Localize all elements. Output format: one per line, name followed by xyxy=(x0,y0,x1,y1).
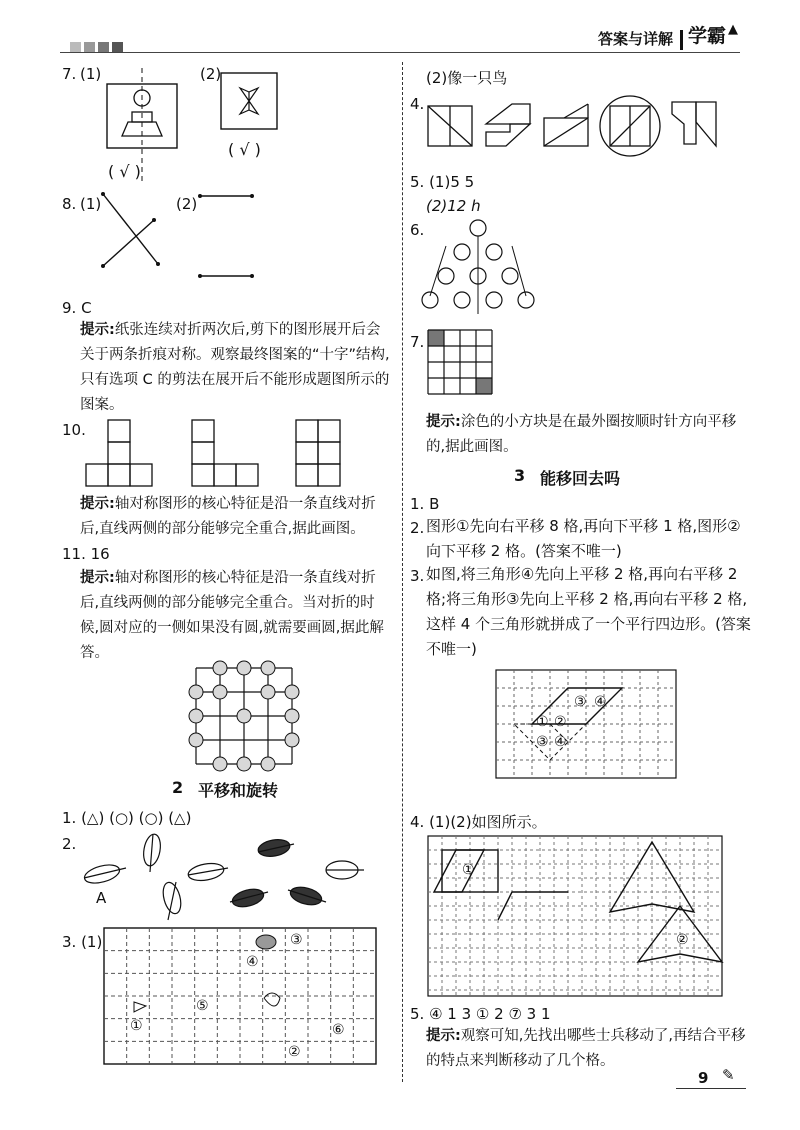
s2-q3-mark-1: ① xyxy=(130,1018,143,1034)
s2-q3-mark-3: ③ xyxy=(290,932,303,948)
s3-q3-mark-b: ② xyxy=(554,714,567,730)
header-brand-right: 学霸 xyxy=(688,25,727,47)
q11-num: 11. 16 xyxy=(62,545,110,563)
q11-hint xyxy=(80,566,392,666)
r-q6-figure xyxy=(420,216,530,316)
q7-num: 7. xyxy=(62,65,77,83)
q9-hint-text: 纸张连续对折两次后,剪下的图形展开后会关于两条折痕对称。观察最终图案的“十字”结构,只有选项 C 的剪法在展开后不能形成题图所示的图案。 xyxy=(80,322,390,413)
s2-q2-num: 2. xyxy=(62,835,77,853)
s3-q3-mark-d: ④ xyxy=(594,694,607,710)
s2-q3-mark-5: ⑤ xyxy=(196,998,209,1014)
r-q5-line1: 5. (1)5 5 xyxy=(410,173,475,191)
r-q2b: (2)像一只鸟 xyxy=(426,69,508,87)
s2-q3-num: 3. (1) xyxy=(62,933,103,951)
s2-q3-mark-4: ④ xyxy=(246,954,259,970)
s3-q3-mark-a: ① xyxy=(536,714,549,730)
q7-answer2: ( √ ) xyxy=(228,140,261,159)
r-q4-num: 4. xyxy=(410,95,425,113)
s3-q5-hint-text: 观察可知,先找出哪些士兵移动了,再结合平移的特点来判断移动了几个格。 xyxy=(426,1028,746,1069)
header-squares xyxy=(70,38,126,57)
s3-q3-text: 如图,将三角形④先向上平移 2 格,再向右平移 2 格;将三角形③先向上平移 2 格,再向右平移 2 格,这样 4 个三角形就拼成了一个平行四边形。(答案不唯一) xyxy=(426,565,751,658)
r-q7-hint-text: 涂色的小方块是在最外圈按顺时针方向平移的,据此画图。 xyxy=(426,414,737,455)
section3-number: 3 xyxy=(514,466,526,485)
s3-q4-mark-1: ① xyxy=(462,862,475,878)
page-number: 9 xyxy=(698,1069,709,1087)
q10-num: 10. xyxy=(62,421,86,439)
q8-part2: (2) xyxy=(176,195,198,213)
s3-q5-hint-label: 提示: xyxy=(426,1028,461,1044)
s2-q2-leaves xyxy=(80,832,380,932)
q10-hint-label: 提示: xyxy=(80,496,115,512)
s3-q4: 4. (1)(2)如图所示。 xyxy=(410,813,547,831)
q9-num: 9. C xyxy=(62,299,92,317)
r-q5-line2: (2)12 h xyxy=(426,197,481,215)
pencil-icon: ✎ xyxy=(722,1066,735,1084)
q8-part1: (1) xyxy=(80,195,102,213)
s3-q3-mark-c: ③ xyxy=(574,694,587,710)
q10-figures xyxy=(86,418,376,488)
s3-q2-num: 2. xyxy=(410,519,425,537)
s3-q3-mark-f: ④ xyxy=(554,734,567,750)
section2-title: 平移和旋转 xyxy=(198,781,279,800)
footer-rule xyxy=(676,1088,746,1089)
q7-figure2 xyxy=(220,72,280,132)
q9-hint xyxy=(80,318,392,418)
section2-number: 2 xyxy=(172,778,184,797)
q7-part2: (2) xyxy=(200,65,222,83)
s3-q3-mark-e: ③ xyxy=(536,734,549,750)
q9-hint-label: 提示: xyxy=(80,322,115,338)
r-q7-hint-label: 提示: xyxy=(426,414,461,430)
r-q7-num: 7. xyxy=(410,333,425,351)
section3-title: 能移回去吗 xyxy=(540,469,621,488)
s2-q3-grid xyxy=(104,928,376,1064)
s2-q1: 1. (△) (○) (○) (△) xyxy=(62,809,192,827)
q11-hint-label: 提示: xyxy=(80,570,115,586)
q10-hint xyxy=(80,492,392,542)
r-q7-grid xyxy=(428,330,498,400)
q11-hint-text: 轴对称图形的核心特征是沿一条直线对折后,直线两侧的部分能够完全重合。当对折的时候,圆对应的一侧如果没有圆,就需要画圆,据此解答。 xyxy=(80,570,384,661)
r-q6-num: 6. xyxy=(410,221,425,239)
s3-q4-grid xyxy=(428,836,724,998)
s3-q5: 5. ④ 1 3 ① 2 ⑦ 3 1 xyxy=(410,1005,551,1023)
header-divider xyxy=(680,30,683,50)
q8-num: 8. xyxy=(62,195,77,213)
column-divider xyxy=(402,62,403,1082)
q11-grid-figure xyxy=(188,660,308,770)
q7-part1: (1) xyxy=(80,65,102,83)
s3-q1: 1. B xyxy=(410,495,440,513)
s2-q2-label-a: A xyxy=(96,889,107,907)
q10-hint-text: 轴对称图形的核心特征是沿一条直线对折后,直线两侧的部分能够完全重合,据此画图。 xyxy=(80,496,376,537)
s3-q3-num: 3. xyxy=(410,567,425,585)
s3-q2-text: 图形①先向右平移 8 格,再向下平移 1 格,图形②向下平移 2 格。(答案不唯一) xyxy=(426,517,741,560)
q8-figure2 xyxy=(196,188,266,283)
s2-q3-mark-6: ⑥ xyxy=(332,1022,345,1038)
r-q7-hint xyxy=(426,410,746,460)
s3-q5-hint xyxy=(426,1024,752,1074)
q7-answer1: ( √ ) xyxy=(108,162,141,181)
header-brand-left: 答案与详解 xyxy=(598,30,674,48)
q8-figure1 xyxy=(98,188,168,278)
r-q4-figures xyxy=(426,94,726,154)
header-rule xyxy=(60,52,740,53)
s3-q4-mark-2: ② xyxy=(676,932,689,948)
grad-cap-icon: ▲ xyxy=(728,22,738,37)
s3-q3-grid xyxy=(496,670,678,780)
s2-q3-mark-2: ② xyxy=(288,1044,301,1060)
